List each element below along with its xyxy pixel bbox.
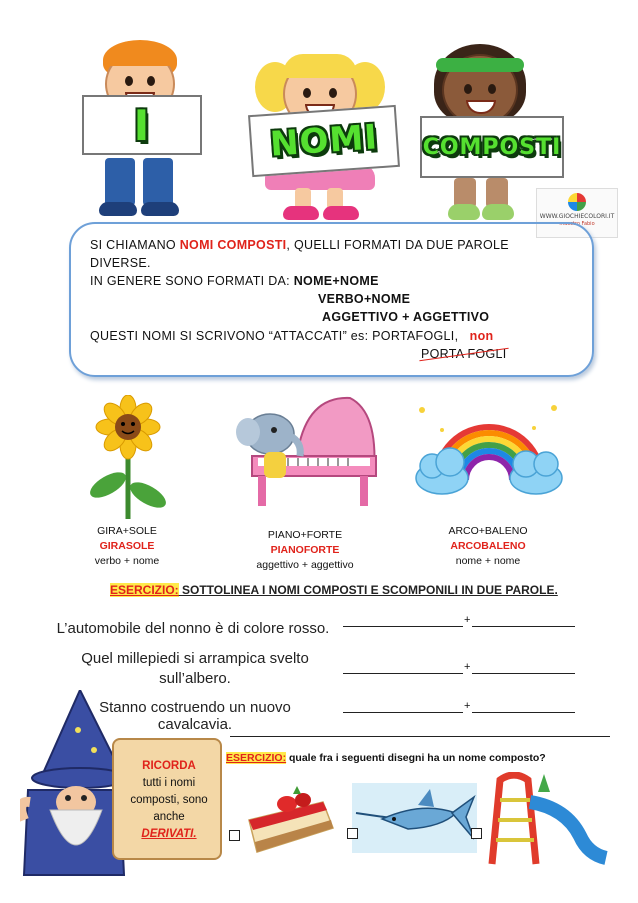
rule-line-6: QUESTI NOMI SI SCRIVONO “ATTACCATI” es: PORTAFOGLI, non [90,329,494,343]
answer-blank[interactable] [472,673,575,674]
rule-line-5: AGGETTIVO + AGGETTIVO [322,310,490,324]
example-word: GIRASOLE [99,540,155,552]
rule-line-2: DIVERSE. [90,256,151,270]
sign-nomi-text: NOMI [268,117,380,165]
slide-icon [488,772,608,867]
sign-nomi [248,105,400,177]
exercise-1-text: SOTTOLINEA I NOMI COMPOSTI E SCOMPONILI IN DUE PAROLE. [178,583,558,597]
answer-blank[interactable] [472,626,575,627]
answer-blank[interactable] [343,712,463,713]
option-checkbox-slide[interactable] [471,828,482,839]
answer-blank[interactable] [472,712,575,713]
rule-line-7: PORTA FOGLI [421,347,507,361]
example-word: PIANOFORTE [270,544,340,556]
answer-blank[interactable] [343,673,463,674]
exercise-2-title [226,752,546,764]
sign-composti [420,116,564,178]
logo-author: maestro Fabio [559,221,595,227]
reminder-title: RICORDA [142,760,196,772]
piano-icon [228,392,383,514]
plus-sign: + [464,700,471,712]
sentence-1: L’automobile del nonno è di colore rosso. [56,620,330,637]
example-rainbow [418,524,558,569]
example-type: verbo + nome [94,555,160,567]
example-type: nome + nome [455,555,521,567]
reminder-text: RICORDA tutti i nomi composti, sono anche DERIVATI. [114,758,224,843]
option-checkbox-cheesecake[interactable] [229,830,240,841]
sunflower-icon [78,395,178,523]
exercise-2-label: ESERCIZIO: [226,752,287,764]
example-parts: ARCO+BALENO [448,525,528,537]
example-parts: GIRA+SOLE [97,525,157,537]
plus-sign: + [464,614,471,626]
section-divider [230,736,610,737]
example-word: ARCOBALENO [450,540,526,552]
rainbow-icon [414,400,564,500]
rule-line-4: VERBO+NOME [318,292,411,306]
example-type: aggettivo + aggettivo [256,559,354,571]
example-parts: PIANO+FORTE [267,529,343,541]
sentence-2-line-2: sull’albero. [159,670,231,687]
rule-line-3: IN GENERE SONO FORMATI DA: NOME+NOME [90,274,379,288]
swordfish-icon [352,783,477,853]
sign-i-text: I [133,100,151,150]
logo-site: WWW.GIOCHIECOLORI.IT [539,213,615,220]
option-checkbox-swordfish[interactable] [347,828,358,839]
exercise-1-title [110,583,558,597]
exercise-2-text: quale fra i seguenti disegni ha un nome composto? [286,752,546,764]
exercise-1-label: ESERCIZIO: [110,583,179,597]
plus-sign: + [464,661,471,673]
reminder-scroll [112,738,222,860]
cheesecake-icon [243,780,338,855]
sign-i [82,95,202,155]
answer-blank[interactable] [343,626,463,627]
logo-icon [568,193,586,211]
rule-line-1: SI CHIAMANO NOMI COMPOSTI, QUELLI FORMATI DA DUE PAROLE [90,238,509,252]
example-piano [225,528,385,573]
sign-composti-text: COMPOSTI [422,134,562,160]
sentence-3: Stanno costruendo un nuovo cavalcavia. [99,699,291,733]
example-sunflower [62,524,192,569]
sentence-2-line-1: Quel millepiedi si arrampica svelto [81,650,309,667]
